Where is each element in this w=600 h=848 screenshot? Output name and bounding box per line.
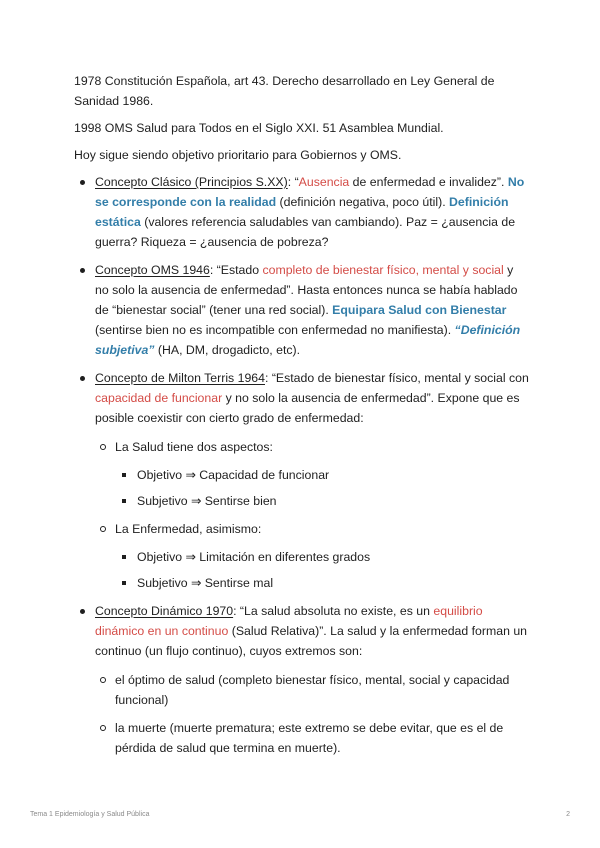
- list-item: la muerte (muerte prematura; este extremo se debe evitar, que es el de pérdida de salud que termina en muerte).: [95, 718, 529, 758]
- highlight-blue: No se corresponde con la realidad: [95, 175, 525, 209]
- continuum-extremes: [95, 670, 529, 758]
- document-body: [74, 71, 529, 766]
- list-item: Objetivo ⇒ Capacidad de funcionar: [115, 465, 529, 485]
- list-item: Subjetivo ⇒ Sentirse bien: [115, 491, 529, 511]
- list-item: el óptimo de salud (completo bienestar físico, mental, social y capacidad funcional): [95, 670, 529, 710]
- concepts-list: [74, 172, 529, 758]
- page-number: 2: [566, 811, 570, 818]
- highlight-red: Ausencia: [298, 175, 350, 189]
- concept-clasico: Concepto Clásico (Principios S.XX): “Ausencia de enfermedad e invalidez”. No se corresponde con la realidad (definición negativa, poco útil). Definición estática (valores referencia saludables van cambiando). Paz = ¿ausencia de guerra? Riqueza = ¿ausencia de pobreza?: [74, 172, 529, 252]
- aspect-enfermedad: La Enfermedad, asimismo: Objetivo ⇒ Limitación en diferentes grados Subjetivo ⇒ Sentirse mal: [95, 519, 529, 593]
- highlight-red: completo de bienestar físico, mental y social: [262, 263, 504, 277]
- concept-title: Concepto Dinámico 1970: [95, 604, 234, 618]
- highlight-blue: Definición estática: [95, 195, 509, 229]
- paragraph-objetivo: Hoy sigue siendo objetivo prioritario para Gobiernos y OMS.: [74, 148, 402, 162]
- highlight-blue: “Definición subjetiva”: [95, 323, 521, 357]
- list-item: Objetivo ⇒ Limitación en diferentes grados: [115, 547, 529, 567]
- concept-dinamico: Concepto Dinámico 1970: “La salud absoluta no existe, es un equilibrio dinámico en un continuo (Salud Relativa)”. La salud y la enfermedad forman un continuo (un flujo continuo), cuyos extremos son: el óptimo de salud (completo bienestar físico, mental, social y capacidad funcional) la muerte (muerte prematura; este extremo se debe evitar, que es el de pérdida de salud que termina en muerte).: [74, 601, 529, 758]
- paragraph-oms-1998: 1998 OMS Salud para Todos en el Siglo XXI. 51 Asamblea Mundial.: [74, 121, 444, 135]
- page-footer: [30, 810, 570, 820]
- aspect-salud: La Salud tiene dos aspectos: Objetivo ⇒ Capacidad de funcionar Subjetivo ⇒ Sentirse bien: [95, 437, 529, 511]
- concept-title: Concepto OMS 1946: [95, 263, 210, 277]
- concept-title: Concepto Clásico (Principios S.XX): [95, 175, 288, 189]
- paragraph-constitucion: 1978 Constitución Española, art 43. Derecho desarrollado en Ley General de Sanidad 1986.: [74, 74, 495, 108]
- terris-aspects: [95, 437, 529, 593]
- concept-oms-1946: Concepto OMS 1946: “Estado completo de bienestar físico, mental y social y no solo la ausencia de enfermedad”. Hasta entonces nunca se había hablado de “bienestar social” (tener una red social). Equipara Salud con Bienestar (sentirse bien no es incompatible con enfermedad no manifiesta). “Definición subjetiva” (HA, DM, drogadicto, etc).: [74, 260, 529, 360]
- footer-title: Tema 1 Epidemiología y Salud Pública: [30, 811, 150, 818]
- highlight-red: capacidad de funcionar: [95, 391, 223, 405]
- highlight-blue: Equipara Salud con Bienestar: [332, 303, 507, 317]
- concept-milton-terris: Concepto de Milton Terris 1964: “Estado de bienestar físico, mental y social con capacidad de funcionar y no solo la ausencia de enfermedad”. Expone que es posible coexistir con cierto grado de enfermedad: La Salud tiene dos aspectos: Objetivo ⇒ Capacidad de funcionar Subjetivo ⇒ Sentirse bien La Enfermedad, asimismo: Objetivo ⇒ Limitación en diferentes grados Subjetivo ⇒ Sentirse mal: [74, 368, 529, 593]
- list-item: Subjetivo ⇒ Sentirse mal: [115, 573, 529, 593]
- concept-title: Concepto de Milton Terris 1964: [95, 371, 265, 385]
- highlight-red: equilibrio dinámico en un continuo: [95, 604, 483, 638]
